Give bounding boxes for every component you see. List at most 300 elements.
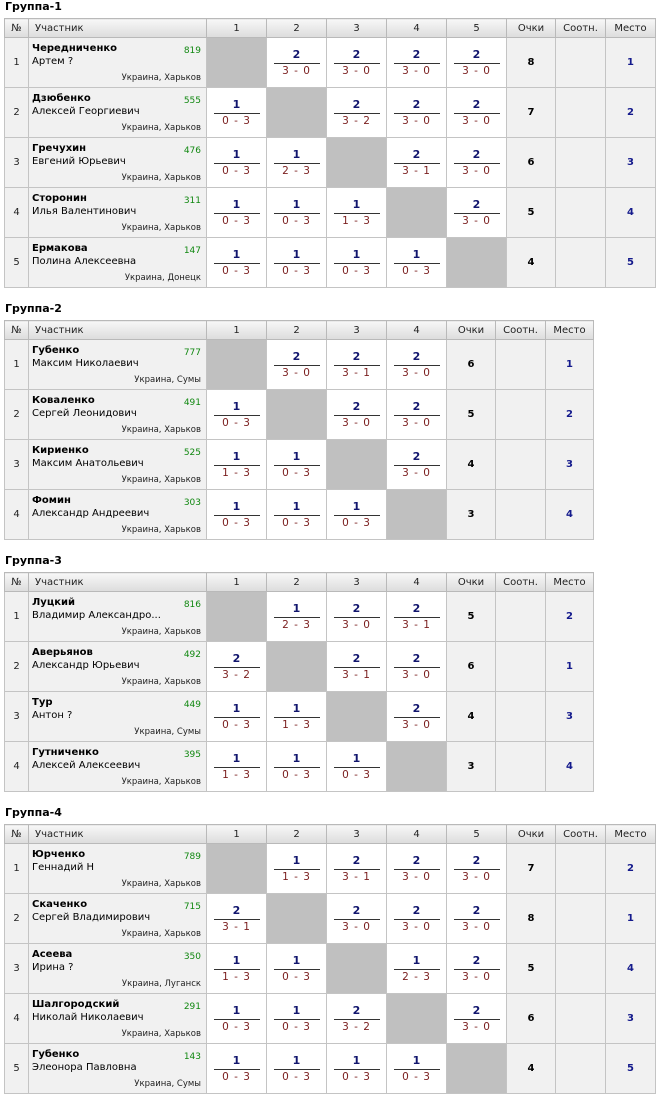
- match-score: 3 - 0: [462, 164, 491, 177]
- self-cell: [267, 88, 327, 138]
- column-header: Соотн.: [556, 825, 606, 844]
- match-score: 3 - 0: [342, 64, 371, 77]
- place: 4: [546, 490, 594, 540]
- match-score: 1 - 3: [282, 870, 311, 883]
- match-score: 3 - 1: [342, 870, 371, 883]
- column-header: 5: [447, 825, 507, 844]
- ratio: [496, 592, 546, 642]
- match-points: 2: [472, 953, 481, 967]
- match-result[interactable]: [447, 994, 507, 1044]
- match-result[interactable]: [327, 38, 387, 88]
- match-result[interactable]: [207, 894, 267, 944]
- score-divider: [214, 1069, 260, 1070]
- match-result[interactable]: [387, 844, 447, 894]
- points-total: 6: [507, 138, 556, 188]
- match-points: 2: [352, 1003, 361, 1017]
- player-first-name: Максим Николаевич: [32, 358, 139, 369]
- match-score: 1 - 3: [222, 466, 251, 479]
- match-result[interactable]: [267, 742, 327, 792]
- group-table: [4, 572, 594, 792]
- score-divider: [334, 113, 380, 114]
- ratio: [556, 844, 606, 894]
- match-score: 0 - 3: [282, 516, 311, 529]
- score-divider: [274, 969, 320, 970]
- score-divider: [214, 767, 260, 768]
- self-cell: [327, 138, 387, 188]
- player-rating: 715: [183, 902, 201, 912]
- row-number: 2: [5, 390, 29, 440]
- match-result[interactable]: [267, 844, 327, 894]
- row-number: 5: [5, 1044, 29, 1094]
- place: 1: [606, 38, 656, 88]
- score-divider: [274, 263, 320, 264]
- row-number: 3: [5, 692, 29, 742]
- match-points: 1: [232, 1053, 241, 1067]
- self-cell: [327, 692, 387, 742]
- match-result[interactable]: [387, 238, 447, 288]
- match-result[interactable]: [267, 1044, 327, 1094]
- match-result[interactable]: [327, 592, 387, 642]
- player-cell[interactable]: [29, 38, 207, 88]
- player-surname[interactable]: Губенко: [32, 1049, 80, 1060]
- match-points: 1: [292, 953, 301, 967]
- match-score: 3 - 0: [342, 618, 371, 631]
- match-result[interactable]: [327, 238, 387, 288]
- player-surname[interactable]: Луцкий: [32, 597, 76, 608]
- match-score: 3 - 0: [462, 970, 491, 983]
- match-score: 0 - 3: [342, 1070, 371, 1083]
- match-result[interactable]: [207, 440, 267, 490]
- player-city: Украина, Харьков: [121, 425, 201, 435]
- player-rating: 777: [183, 348, 201, 358]
- match-result[interactable]: [267, 944, 327, 994]
- points-total: 4: [447, 440, 496, 490]
- match-points: 2: [412, 349, 421, 363]
- player-city: Украина, Харьков: [121, 1029, 201, 1039]
- match-result[interactable]: [327, 894, 387, 944]
- match-result[interactable]: [327, 188, 387, 238]
- match-score: 0 - 3: [222, 416, 251, 429]
- place: 3: [546, 692, 594, 742]
- score-divider: [394, 969, 440, 970]
- match-result[interactable]: [327, 994, 387, 1044]
- player-first-name: Александр Андреевич: [32, 508, 150, 519]
- match-score: 3 - 0: [402, 870, 431, 883]
- player-surname[interactable]: Дзюбенко: [32, 93, 91, 104]
- player-cell[interactable]: [29, 742, 207, 792]
- player-surname[interactable]: Гречухин: [32, 143, 87, 154]
- player-cell[interactable]: [29, 138, 207, 188]
- match-score: 2 - 3: [282, 164, 311, 177]
- player-surname[interactable]: Аверьянов: [32, 647, 93, 658]
- match-points: 2: [412, 601, 421, 615]
- column-header: Место: [606, 19, 656, 38]
- match-result[interactable]: [327, 844, 387, 894]
- row-number: 5: [5, 238, 29, 288]
- match-score: 1 - 3: [222, 768, 251, 781]
- column-header: Место: [546, 573, 594, 592]
- match-result[interactable]: [327, 490, 387, 540]
- score-divider: [274, 515, 320, 516]
- match-score: 3 - 2: [342, 114, 371, 127]
- score-divider: [394, 717, 440, 718]
- match-points: 1: [292, 853, 301, 867]
- self-cell: [207, 592, 267, 642]
- match-points: 1: [412, 247, 421, 261]
- match-points: 1: [292, 449, 301, 463]
- match-points: 1: [232, 399, 241, 413]
- player-city: Украина, Донецк: [124, 273, 201, 283]
- column-header: 2: [267, 321, 327, 340]
- score-divider: [214, 415, 260, 416]
- score-divider: [454, 213, 500, 214]
- match-score: 3 - 1: [342, 366, 371, 379]
- player-first-name: Артем ?: [32, 56, 74, 67]
- match-points: 1: [412, 1053, 421, 1067]
- score-divider: [394, 869, 440, 870]
- player-city: Украина, Сумы: [134, 1079, 201, 1089]
- match-score: 3 - 0: [402, 920, 431, 933]
- match-result[interactable]: [267, 592, 327, 642]
- ratio: [496, 742, 546, 792]
- player-cell[interactable]: [29, 238, 207, 288]
- match-result[interactable]: [267, 138, 327, 188]
- match-result[interactable]: [207, 238, 267, 288]
- player-rating: 525: [183, 448, 201, 458]
- score-divider: [394, 667, 440, 668]
- match-score: 0 - 3: [282, 970, 311, 983]
- table-row: [5, 844, 656, 894]
- player-surname[interactable]: Губенко: [32, 345, 80, 356]
- match-result[interactable]: [327, 1044, 387, 1094]
- match-result[interactable]: [387, 642, 447, 692]
- place: 2: [546, 390, 594, 440]
- match-score: 3 - 0: [402, 466, 431, 479]
- player-cell[interactable]: [29, 592, 207, 642]
- match-points: 2: [412, 399, 421, 413]
- match-result[interactable]: [447, 88, 507, 138]
- place: 4: [546, 742, 594, 792]
- column-header: Участник: [29, 573, 207, 592]
- match-points: 2: [352, 47, 361, 61]
- place: 1: [606, 894, 656, 944]
- player-cell[interactable]: [29, 88, 207, 138]
- match-points: 2: [352, 399, 361, 413]
- column-header: 4: [387, 573, 447, 592]
- match-points: 2: [472, 197, 481, 211]
- player-cell[interactable]: [29, 390, 207, 440]
- group-section: [0, 0, 656, 288]
- player-surname[interactable]: Чередниченко: [32, 43, 118, 54]
- match-points: 2: [352, 601, 361, 615]
- group-title: Группа-4: [5, 806, 62, 819]
- score-divider: [334, 1069, 380, 1070]
- match-score: 0 - 3: [222, 164, 251, 177]
- ratio: [556, 894, 606, 944]
- ratio: [556, 138, 606, 188]
- match-result[interactable]: [207, 88, 267, 138]
- match-score: 0 - 3: [282, 1070, 311, 1083]
- column-header: 1: [207, 573, 267, 592]
- ratio: [556, 944, 606, 994]
- match-result[interactable]: [267, 490, 327, 540]
- match-points: 1: [292, 197, 301, 211]
- score-divider: [454, 969, 500, 970]
- column-header: Очки: [447, 573, 496, 592]
- row-number: 3: [5, 440, 29, 490]
- match-points: 2: [472, 1003, 481, 1017]
- match-result[interactable]: [207, 642, 267, 692]
- points-total: 5: [447, 592, 496, 642]
- player-rating: 303: [183, 498, 201, 508]
- table-row: [5, 440, 594, 490]
- self-cell: [447, 238, 507, 288]
- match-result[interactable]: [447, 944, 507, 994]
- score-divider: [274, 717, 320, 718]
- player-surname[interactable]: Тур: [32, 697, 53, 708]
- match-points: 2: [412, 97, 421, 111]
- match-score: 0 - 3: [222, 114, 251, 127]
- player-cell[interactable]: [29, 642, 207, 692]
- score-divider: [274, 365, 320, 366]
- match-result[interactable]: [327, 642, 387, 692]
- match-score: 0 - 3: [222, 718, 251, 731]
- player-cell[interactable]: [29, 490, 207, 540]
- match-result[interactable]: [327, 340, 387, 390]
- table-row: [5, 742, 594, 792]
- match-result[interactable]: [387, 440, 447, 490]
- player-rating: 291: [183, 1002, 201, 1012]
- match-points: 2: [352, 349, 361, 363]
- match-points: 1: [232, 499, 241, 513]
- column-header: Очки: [447, 321, 496, 340]
- match-result[interactable]: [387, 38, 447, 88]
- match-result[interactable]: [207, 188, 267, 238]
- match-result[interactable]: [207, 1044, 267, 1094]
- player-surname[interactable]: Ермакова: [32, 243, 88, 254]
- match-points: 1: [232, 147, 241, 161]
- place: 4: [606, 944, 656, 994]
- match-result[interactable]: [387, 944, 447, 994]
- column-header: Соотн.: [556, 19, 606, 38]
- ratio: [556, 238, 606, 288]
- match-result[interactable]: [267, 340, 327, 390]
- group-title: Группа-2: [5, 302, 62, 315]
- score-divider: [394, 1069, 440, 1070]
- player-cell[interactable]: [29, 692, 207, 742]
- points-total: 8: [507, 38, 556, 88]
- column-header: №: [5, 825, 29, 844]
- match-points: 2: [412, 147, 421, 161]
- self-cell: [327, 440, 387, 490]
- match-result[interactable]: [447, 188, 507, 238]
- column-header: 1: [207, 321, 267, 340]
- score-divider: [274, 1019, 320, 1020]
- column-header: Место: [606, 825, 656, 844]
- player-surname[interactable]: Коваленко: [32, 395, 95, 406]
- player-surname[interactable]: Юрченко: [32, 849, 86, 860]
- column-header: 2: [267, 573, 327, 592]
- column-header: Участник: [29, 19, 207, 38]
- score-divider: [394, 113, 440, 114]
- self-cell: [327, 944, 387, 994]
- player-surname[interactable]: Скаченко: [32, 899, 88, 910]
- self-cell: [267, 642, 327, 692]
- match-result[interactable]: [387, 340, 447, 390]
- ratio: [496, 490, 546, 540]
- player-city: Украина, Луганск: [121, 979, 201, 989]
- match-result[interactable]: [207, 994, 267, 1044]
- match-result[interactable]: [267, 188, 327, 238]
- match-result[interactable]: [207, 742, 267, 792]
- row-number: 1: [5, 844, 29, 894]
- points-total: 4: [447, 692, 496, 742]
- match-score: 3 - 0: [462, 114, 491, 127]
- table-row: [5, 1044, 656, 1094]
- self-cell: [207, 340, 267, 390]
- header-row: [5, 825, 656, 844]
- match-points: 1: [292, 601, 301, 615]
- score-divider: [394, 365, 440, 366]
- match-result[interactable]: [387, 1044, 447, 1094]
- match-score: 1 - 3: [282, 718, 311, 731]
- player-cell[interactable]: [29, 188, 207, 238]
- ratio: [496, 642, 546, 692]
- match-points: 2: [352, 651, 361, 665]
- score-divider: [214, 515, 260, 516]
- match-result[interactable]: [447, 844, 507, 894]
- match-result[interactable]: [447, 138, 507, 188]
- player-surname[interactable]: Фомин: [32, 495, 71, 506]
- match-result[interactable]: [207, 944, 267, 994]
- score-divider: [274, 1069, 320, 1070]
- ratio: [556, 188, 606, 238]
- player-cell[interactable]: [29, 844, 207, 894]
- player-rating: 395: [183, 750, 201, 760]
- player-surname[interactable]: Шалгородский: [32, 999, 120, 1010]
- match-result[interactable]: [387, 894, 447, 944]
- column-header: Участник: [29, 825, 207, 844]
- match-result[interactable]: [327, 390, 387, 440]
- player-first-name: Владимир Александро...: [32, 610, 161, 621]
- row-number: 3: [5, 138, 29, 188]
- match-result[interactable]: [387, 692, 447, 742]
- player-cell[interactable]: [29, 944, 207, 994]
- player-first-name: Николай Николаевич: [32, 1012, 144, 1023]
- score-divider: [454, 63, 500, 64]
- match-result[interactable]: [267, 238, 327, 288]
- score-divider: [214, 263, 260, 264]
- score-divider: [334, 365, 380, 366]
- match-points: 2: [232, 903, 241, 917]
- score-divider: [274, 163, 320, 164]
- match-points: 2: [472, 903, 481, 917]
- score-divider: [214, 969, 260, 970]
- match-score: 2 - 3: [402, 970, 431, 983]
- table-row: [5, 994, 656, 1044]
- player-surname[interactable]: Асеева: [32, 949, 73, 960]
- match-result[interactable]: [447, 38, 507, 88]
- match-result[interactable]: [387, 390, 447, 440]
- score-divider: [394, 617, 440, 618]
- match-score: 3 - 0: [462, 870, 491, 883]
- player-surname[interactable]: Кириенко: [32, 445, 89, 456]
- match-score: 0 - 3: [222, 1070, 251, 1083]
- match-result[interactable]: [207, 138, 267, 188]
- score-divider: [274, 617, 320, 618]
- match-points: 1: [232, 1003, 241, 1017]
- match-score: 3 - 0: [462, 64, 491, 77]
- score-divider: [334, 919, 380, 920]
- match-result[interactable]: [387, 88, 447, 138]
- player-first-name: Ирина ?: [32, 962, 74, 973]
- match-result[interactable]: [387, 592, 447, 642]
- match-points: 2: [232, 651, 241, 665]
- column-header: Очки: [507, 19, 556, 38]
- player-cell[interactable]: [29, 894, 207, 944]
- match-points: 1: [352, 499, 361, 513]
- points-total: 4: [507, 1044, 556, 1094]
- player-cell[interactable]: [29, 440, 207, 490]
- match-score: 2 - 3: [282, 618, 311, 631]
- score-divider: [274, 869, 320, 870]
- ratio: [556, 88, 606, 138]
- match-points: 2: [352, 853, 361, 867]
- match-result[interactable]: [387, 138, 447, 188]
- match-result[interactable]: [267, 38, 327, 88]
- match-result[interactable]: [207, 490, 267, 540]
- row-number: 4: [5, 188, 29, 238]
- match-result[interactable]: [207, 390, 267, 440]
- player-rating: 491: [183, 398, 201, 408]
- match-result[interactable]: [267, 440, 327, 490]
- row-number: 3: [5, 944, 29, 994]
- player-cell[interactable]: [29, 340, 207, 390]
- match-score: 0 - 3: [342, 516, 371, 529]
- match-points: 2: [412, 449, 421, 463]
- player-city: Украина, Харьков: [121, 73, 201, 83]
- match-result[interactable]: [447, 894, 507, 944]
- score-divider: [334, 1019, 380, 1020]
- row-number: 2: [5, 88, 29, 138]
- ratio: [556, 1044, 606, 1094]
- match-points: 2: [472, 853, 481, 867]
- match-result[interactable]: [207, 692, 267, 742]
- match-score: 0 - 3: [282, 466, 311, 479]
- self-cell: [387, 742, 447, 792]
- match-result[interactable]: [327, 88, 387, 138]
- row-number: 4: [5, 742, 29, 792]
- match-result[interactable]: [267, 692, 327, 742]
- self-cell: [207, 844, 267, 894]
- player-city: Украина, Сумы: [134, 375, 201, 385]
- match-points: 1: [292, 499, 301, 513]
- score-divider: [334, 213, 380, 214]
- player-cell[interactable]: [29, 1044, 207, 1094]
- player-surname[interactable]: Гутниченко: [32, 747, 99, 758]
- score-divider: [454, 869, 500, 870]
- table-row: [5, 38, 656, 88]
- group-table: [4, 320, 594, 540]
- player-surname[interactable]: Сторонин: [32, 193, 87, 204]
- table-row: [5, 390, 594, 440]
- match-result[interactable]: [327, 742, 387, 792]
- header-row: [5, 19, 656, 38]
- score-divider: [214, 163, 260, 164]
- player-cell[interactable]: [29, 994, 207, 1044]
- match-result[interactable]: [267, 994, 327, 1044]
- row-number: 1: [5, 340, 29, 390]
